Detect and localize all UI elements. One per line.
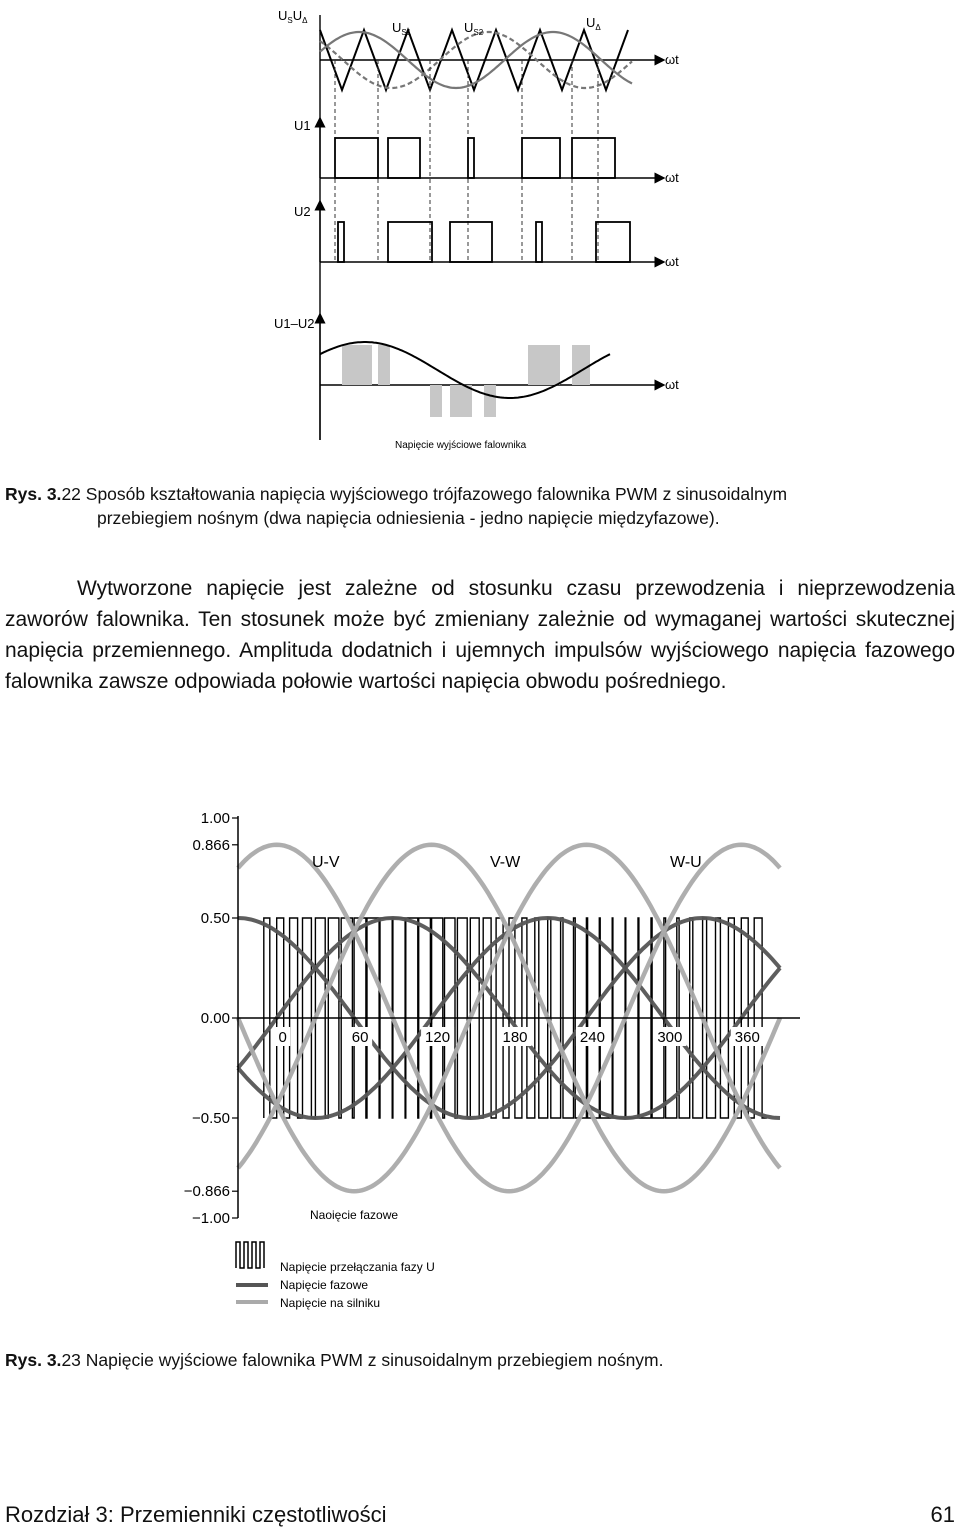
output-pulse-positive: [378, 345, 390, 385]
legend-label-switching: Napięcie przełączania fazy U: [280, 1260, 435, 1274]
body-paragraph: Wytworzone napięcie jest zależne od stosunku czasu przewodzenia i nieprzewodzenia zaworów falownika. Ten stosunek może być zmieniany zależnie od wymaganej wartości skutecznej napięcia przemiennego. Amplituda dodatnich i ujemnych impulsów wyjściowego napięcia fazowego falownika zawsze odpowiada połowie wartości napięcia obwodu pośredniego.: [5, 577, 955, 693]
label-u1: U1: [294, 118, 311, 133]
label-ud: $U_\Delta$: [586, 15, 601, 32]
output-pulse-positive: [572, 345, 590, 385]
series-label-vw: V-W: [490, 854, 521, 871]
page-number: 61: [930, 1502, 955, 1527]
x-tick-label: 300: [657, 1029, 683, 1046]
x-tick-label: 0: [278, 1029, 287, 1046]
output-voltage-label: Napięcie wyjściowe falownika: [395, 440, 527, 451]
y-tick-label: −0.866: [183, 1183, 230, 1201]
u1-pulse: [388, 138, 420, 178]
x-tick-label: 60: [351, 1029, 369, 1046]
x-tick-label: 120: [425, 1029, 451, 1046]
chapter-title: Rozdział 3: Przemienniki częstotliwości: [5, 1502, 387, 1527]
u2-pulse: [338, 222, 344, 262]
output-pulse-positive: [528, 345, 560, 385]
output-pulse-negative: [450, 385, 472, 417]
chart-legend: [236, 1242, 435, 1310]
output-pulse-negative: [484, 385, 496, 417]
series-label-uv: U-V: [312, 854, 340, 871]
u1-pulse: [468, 138, 474, 178]
y-tick-label: −1.00: [192, 1210, 230, 1227]
u1-pulse: [572, 138, 615, 178]
phase-voltage-inner-label: Naoięcie fazowe: [310, 1208, 399, 1222]
pwm-panels: [320, 15, 660, 440]
y-tick-label: 0.50: [200, 910, 230, 927]
x-tick-label: 180: [502, 1029, 528, 1046]
output-pulse-negative: [430, 385, 442, 417]
y-tick-label: 0.866: [192, 836, 230, 854]
x-tick-label: 240: [579, 1029, 605, 1046]
axis-label-wt-1: ωt: [665, 52, 679, 67]
label-us-ud: $U_SU_\Delta$: [278, 8, 308, 25]
u2-pulse: [596, 222, 630, 262]
y-tick-label: 1.00: [200, 810, 230, 827]
legend-label-motor: Napięcie na silniku: [280, 1296, 381, 1310]
y-tick-label: −0.50: [192, 1110, 230, 1127]
legend-pulse-swatch: [236, 1242, 264, 1268]
pwm-construction-figure: [260, 0, 700, 460]
pwm-output-chart: [150, 800, 830, 1320]
u1-pulse: [522, 138, 560, 178]
x-tick-label: 360: [734, 1029, 760, 1046]
label-us1: $U_{S1}$: [392, 20, 412, 37]
output-pulse-positive: [342, 345, 372, 385]
axis-label-wt-3: ωt: [665, 254, 679, 269]
axis-label-wt-2: ωt: [665, 170, 679, 185]
figure-caption-2: Rys. 3.23 Napięcie wyjściowe falownika PWM z sinusoidalnym przebiegiem nośnym.: [5, 1350, 664, 1370]
page-footer: [5, 1502, 955, 1528]
axis-label-wt-4: ωt: [665, 377, 679, 392]
u1-pulse: [335, 138, 378, 178]
label-us2: $U_{S2}$: [464, 20, 484, 37]
label-u1-u2: U1–U2: [274, 316, 315, 331]
u2-pulse: [388, 222, 432, 262]
label-u2: U2: [294, 204, 311, 219]
legend-label-phase: Napięcie fazowe: [280, 1278, 369, 1292]
u2-pulse: [536, 222, 542, 262]
y-tick-label: 0.00: [200, 1010, 230, 1027]
figure-caption-1: Rys. 3.22 Sposób kształtowania napięcia wyjściowego trójfazowego falownika PWM z sinusoidalnym przebiegiem nośnym (dwa napięcia odniesienia - jedno napięcie międzyfazowe).: [5, 484, 788, 528]
series-label-wu: W-U: [670, 854, 702, 871]
u2-pulse: [450, 222, 492, 262]
